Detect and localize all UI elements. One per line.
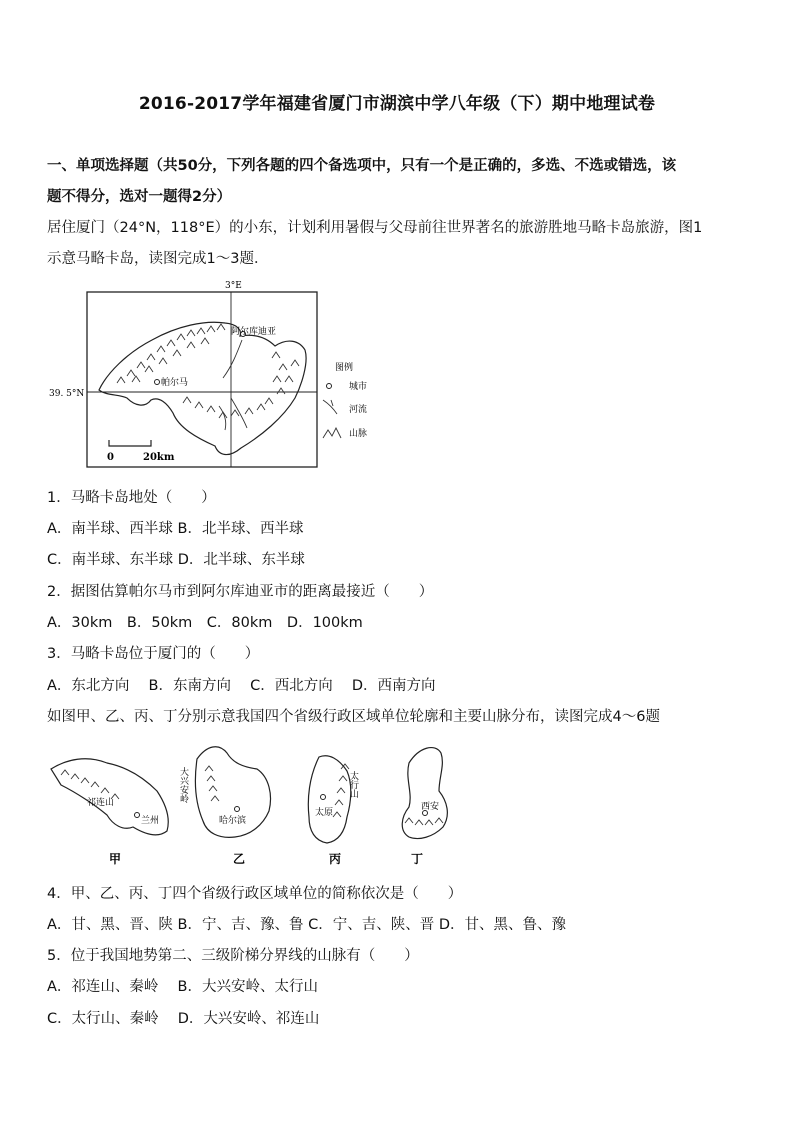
q5-stem: 5．位于我国地势第二、三级阶梯分界线的山脉有（ ） — [47, 948, 419, 964]
daxinganling-label: 大兴安岭 — [178, 767, 188, 803]
scale-bar — [109, 440, 151, 446]
taihang-label: 太行山 — [348, 771, 358, 798]
scale-km: 20km — [143, 452, 175, 463]
mountain-marks — [117, 324, 299, 418]
provinces-figure — [47, 737, 477, 869]
taiyuan-label: 太原 — [315, 808, 334, 818]
q1-options-ab: A．南半球、西半球 B．北半球、西半球 — [47, 521, 304, 537]
city-marker-west — [155, 380, 160, 385]
q5-options-ab: A．祁连山、秦岭 B．大兴安岭、太行山 — [47, 979, 318, 995]
q4-options: A．甘、黑、晋、陕 B．宁、吉、豫、鲁 C．宁、吉、陕、晋 D．甘、黑、鲁、豫 — [47, 917, 566, 933]
ding-label: 丁 — [411, 852, 424, 866]
taiyuan-marker — [321, 795, 326, 800]
q3-stem: 3．马略卡岛位于厦门的（ ） — [47, 646, 260, 662]
xian-label: 西安 — [421, 802, 440, 812]
province-bing — [308, 756, 358, 866]
intro1-line1: 居住厦门（24°N，118°E）的小东，计划利用暑假与父母前往世界著名的旅游胜地马略卡岛旅游，图1 — [47, 220, 703, 236]
jia-label: 甲 — [109, 852, 122, 866]
daxinganling-marks — [205, 766, 219, 801]
river-lines — [219, 340, 247, 430]
ding-outline — [402, 748, 447, 839]
q1-options-cd: C．南半球、东半球 D．北半球、东半球 — [47, 552, 305, 568]
province-ding — [402, 748, 447, 866]
meridian-label: 3°E — [225, 281, 242, 291]
city-label-west: 帕尔马 — [161, 378, 189, 388]
legend-river-label: 河流 — [349, 405, 368, 415]
legend-river-icon — [323, 400, 337, 414]
page-title: 2016-2017学年福建省厦门市湖滨中学八年级（下）期中地理试卷 — [138, 94, 656, 114]
bing-label: 丙 — [329, 852, 342, 866]
legend-city-label: 城市 — [349, 382, 368, 392]
legend-title: 图例 — [335, 363, 354, 373]
q2-options: A．30km B．50km C．80km D．100km — [47, 615, 363, 631]
scale-zero: 0 — [107, 452, 114, 463]
yi-label: 乙 — [233, 852, 246, 866]
lanzhou-label: 兰州 — [141, 816, 160, 826]
q1-stem: 1．马略卡岛地处（ ） — [47, 490, 216, 506]
q2-stem: 2．据图估算帕尔马市到阿尔库迪亚市的距离最接近（ ） — [47, 584, 434, 600]
legend-mountain-icon — [323, 428, 341, 438]
taihang-marks — [333, 764, 349, 817]
qilian-label: 祁连山 — [87, 798, 115, 808]
q4-stem: 4．甲、乙、丙、丁四个省级行政区域单位的简称依次是（ ） — [47, 886, 463, 902]
qinling-marks — [405, 818, 443, 825]
legend-city-icon — [327, 384, 332, 389]
legend-mountain-label: 山脉 — [349, 429, 368, 439]
mallorca-map — [47, 278, 383, 470]
section-heading-line1: 一、单项选择题（共50分，下列各题的四个备选项中，只有一个是正确的，多选、不选或错选，该 — [47, 158, 677, 174]
intro1-line2: 示意马略卡岛，读图完成1～3题． — [47, 251, 269, 267]
lanzhou-marker — [135, 813, 140, 818]
province-yi — [178, 747, 271, 866]
q5-options-cd: C．太行山、秦岭 D．大兴安岭、祁连山 — [47, 1011, 320, 1027]
bing-outline — [308, 756, 350, 843]
q3-options: A．东北方向 B．东南方向 C．西北方向 D．西南方向 — [47, 678, 436, 694]
haerbin-label: 哈尔滨 — [219, 816, 247, 826]
parallel-label: 39. 5°N — [49, 389, 85, 399]
city-label-east: 阿尔库迪亚 — [231, 327, 277, 337]
section-heading-line2: 题不得分，选对一题得2分） — [47, 189, 232, 205]
intro2: 如图甲、乙、丙、丁分别示意我国四个省级行政区域单位轮廓和主要山脉分布，读图完成4～6题 — [47, 709, 660, 725]
haerbin-marker — [235, 807, 240, 812]
qilian-mountain-marks — [61, 770, 119, 799]
province-jia — [51, 759, 168, 866]
map-frame — [87, 292, 317, 467]
